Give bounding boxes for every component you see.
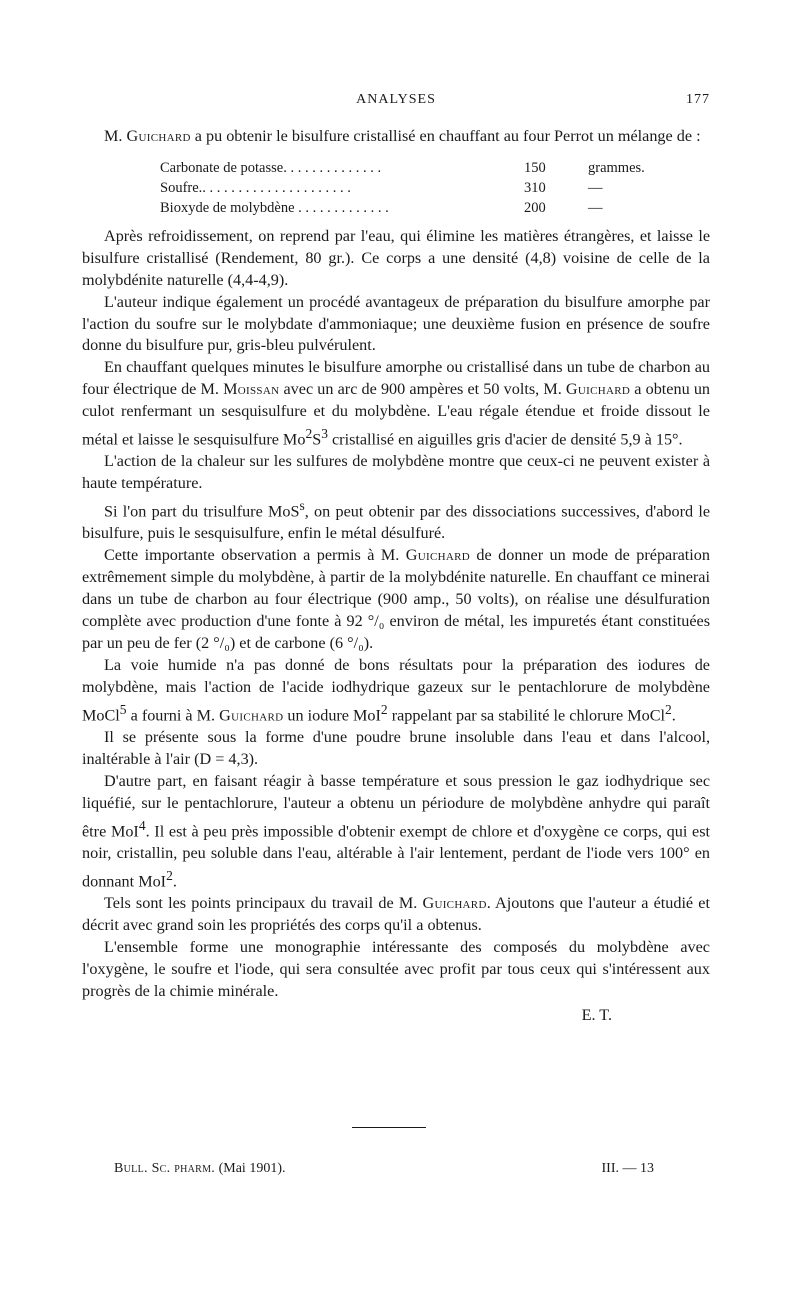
author-name: Guichard [422,894,487,913]
sheet-signature: III. — 13 [601,1161,654,1176]
author-name: Guichard [219,706,284,725]
recipe-row [160,178,645,198]
ingredient-qty: 200 [524,199,546,216]
article-body [82,126,710,1027]
paragraph: Si l'on part du trisulfure MoS$^s$, on peut obtenir par des dissociations successives, d'abord le bisulfure, puis le sesquisulfure, enfin le métal désulfuré. [82,498,710,543]
author-name: Guichard [405,546,470,565]
ingredient-unit: — [588,179,603,196]
ingredient-qty: 150 [524,159,546,176]
paragraph: Tels sont les points principaux du travail de M. Guichard. Ajoutons que l'auteur a étudié et décrit avec grand soin les propriétés des corps qu'il a obtenus. [82,894,710,935]
author-name: Guichard [565,380,631,399]
paragraph: L'action de la chaleur sur les sulfures de molybdène montre que ceux-ci ne peuvent exister à haute température. [82,452,710,493]
paragraph-intro: M. Guichard a pu obtenir le bisulfure cristallisé en chauffant au four Perrot un mélange de : [104,127,701,145]
closing-rule [352,1127,426,1128]
page-header [82,92,710,114]
journal-name: Bull. Sc. pharm. [114,1161,216,1176]
author-name: Guichard [126,127,191,145]
ingredient-qty: 310 [524,179,546,196]
recipe-row [160,158,645,178]
recipe-table [160,158,645,218]
journal-issue: (Mai 1901). [218,1161,286,1176]
signature: E. T. [581,1005,612,1024]
ingredient-unit: grammes. [588,159,645,176]
paragraph: Il se présente sous la forme d'une poudre brune insoluble dans l'eau et dans l'alcool, inaltérable à l'air (D = 4,3). [82,728,710,768]
paragraph: Après refroidissement, on reprend par l'eau, qui élimine les matières étrangères, et laisse le bisulfure cristallisé (Rendement, 80 gr.). Ce corps a une densité (4,8) voisine de celle de la molybdénite naturelle (4,4-4,9). [82,226,710,289]
ingredient-name: Carbonate de potasse. . . . . . . . . . . . . . [160,159,382,176]
page-number: 177 [686,92,710,107]
paragraph: La voie humide n'a pas donné de bons résultats pour la préparation des iodures de molybdène, mais l'action de l'acide iodhydrique gazeux sur le pentachlorure de molybdène MoCl$^5$ a fourni à M. Guichard un iodure MoI$^2$ rappelant par sa stabilité le chlorure MoCl$^2$. [82,655,710,725]
paragraph: En chauffant quelques minutes le bisulfure amorphe ou cristallisé dans un tube de charbon au four électrique de M. Moissan avec un arc de 900 ampères et 50 volts, M. Guichard a obtenu un culot renfermant un sesquisulfure et du molybdène. L'eau régale étendue et froide dissout le métal et laisse le sesquisulfure $Mo^2S^3$ cristallisé en aiguilles gris d'acier de densité 5,9 à 15°. [82,358,711,449]
author-name: Moissan [223,380,280,399]
paragraph: D'autre part, en faisant réagir à basse température et sous pression le gaz iodhydrique sec liquéfié, sur le pentachlorure, l'auteur a obtenu un périodure de molybdène anhydre qui paraît être MoI$^4$. Il est à peu près impossible d'obtenir exempt de chlore et d'oxygène ce corps, qui est noir, cristallin, peu soluble dans l'eau, altérable à l'air lentement, perdant de l'iode vers 100° en donnant MoI$^2$. [82,771,711,891]
running-title: ANALYSES [356,92,436,107]
paragraph: L'ensemble forme une monographie intéressante des composés du molybdène avec l'oxygène, le soufre et l'iode, qui sera consultée avec profit par tous ceux qui s'intéressent aux progrès de la chimie minérale. [82,937,710,1000]
ingredient-unit: — [588,199,603,216]
ingredient-name: Soufre.. . . . . . . . . . . . . . . . . . . . . [160,179,351,196]
ingredient-name: Bioxyde de molybdène . . . . . . . . . . . . . [160,199,389,216]
recipe-row [160,198,645,218]
journal-citation [114,1161,286,1177]
paragraph: Cette importante observation a permis à M. Guichard de donner un mode de préparation extrêmement simple du molybdène, à partir de la molybdénite naturelle. En chauffant ce minerai dans un tube de charbon au four électrique (900 amp., 50 volts), on réalise une désulfuration complète avec production d'une fonte à 92 °/₀ environ de métal, les impuretés étant constituées par un peu de fer (2 °/₀) et de carbone (6 °/₀). [82,546,710,652]
paragraph: L'auteur indique également un procédé avantageux de préparation du bisulfure amorphe par l'action du soufre sur le molybdate d'ammoniaque; une deuxième fusion en présence de soufre donne du bisulfure pur, gris-bleu pulvérulent. [82,292,710,355]
